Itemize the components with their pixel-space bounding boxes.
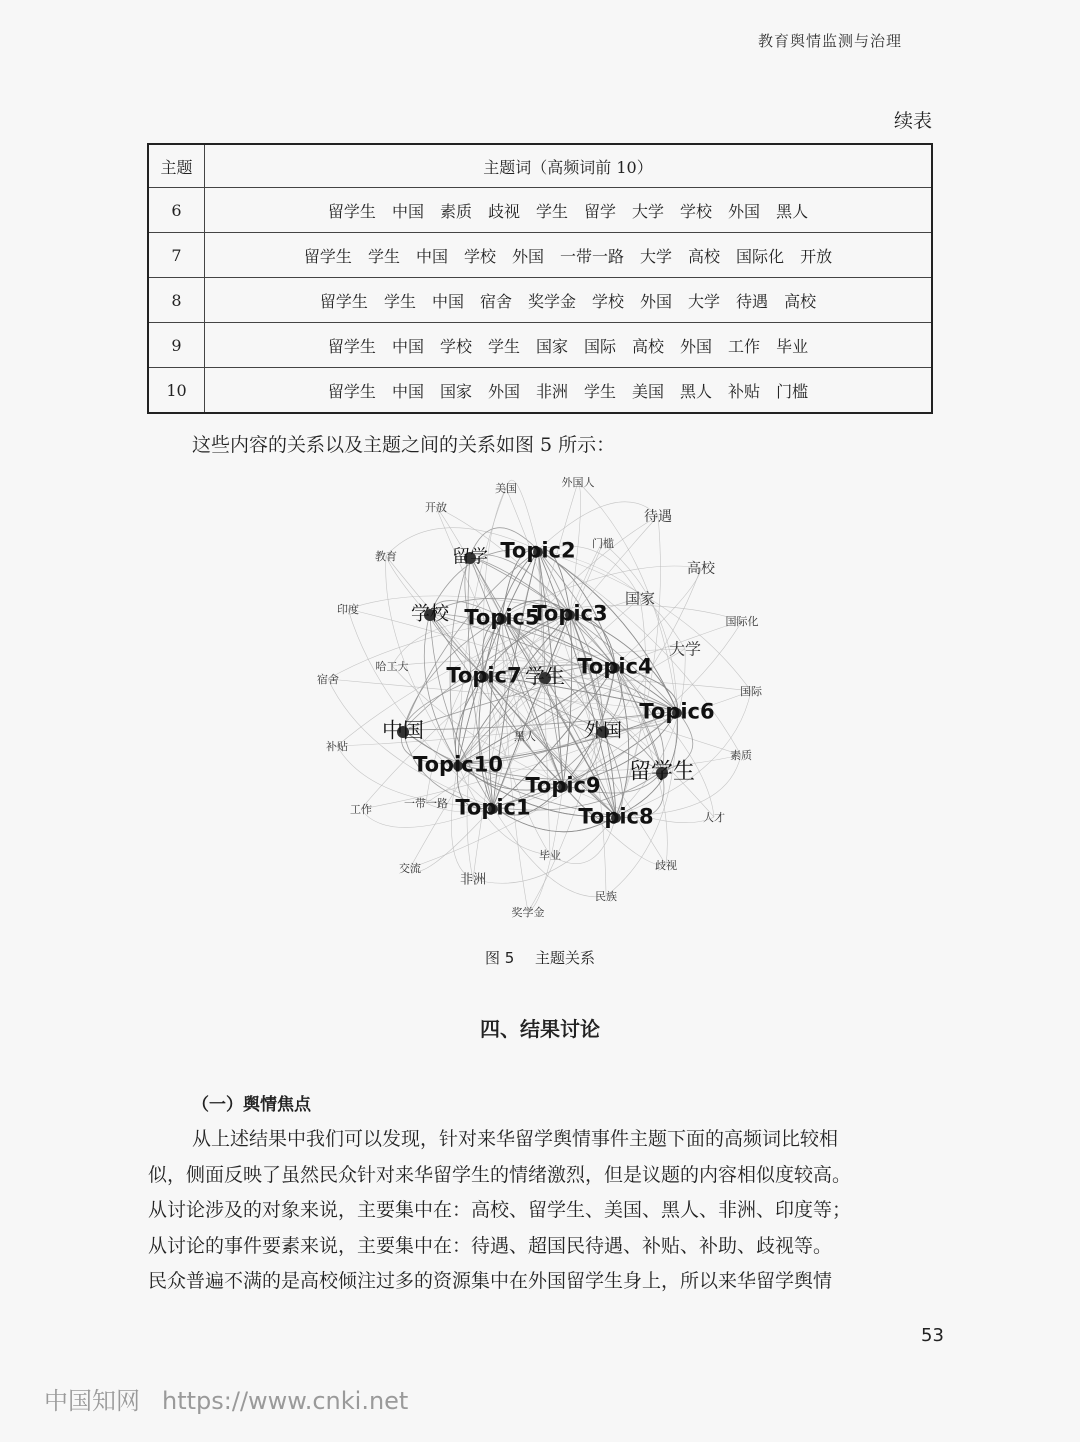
topic-number-cell: 7 xyxy=(148,233,205,278)
graph-node-label: Topic6 xyxy=(639,699,715,724)
graph-node-label: 中国 xyxy=(382,718,424,743)
graph-node-label: 留学 xyxy=(452,546,488,568)
graph-node-label: 待遇 xyxy=(644,508,672,525)
graph-node-label: 开放 xyxy=(425,500,447,514)
watermark-brand: 中国知网 xyxy=(44,1387,140,1415)
topic-word: 大学 xyxy=(632,201,665,221)
figure-caption-text: 主题关系 xyxy=(535,949,596,967)
body-line: 从上述结果中我们可以发现，针对来华留学舆情事件主题下面的高频词比较相 xyxy=(192,1128,839,1150)
graph-node-label: 人才 xyxy=(703,810,725,824)
graph-edge xyxy=(328,679,493,807)
graph-node-label: 一带一路 xyxy=(404,796,448,810)
table-header-words: 主题词（高频词前 10） xyxy=(205,144,933,188)
cnki-watermark xyxy=(44,1381,408,1416)
topic-word: 中国 xyxy=(391,336,424,356)
topic-word: 中国 xyxy=(391,201,424,221)
page-number: 53 xyxy=(921,1325,944,1346)
topic-word: 高校 xyxy=(632,336,665,356)
graph-node-label: Topic1 xyxy=(455,795,531,820)
body-paragraph xyxy=(148,1122,934,1300)
graph-node-label: 奖学金 xyxy=(511,905,545,919)
graph-node-label: 国际 xyxy=(740,684,762,698)
table-header-row xyxy=(148,144,932,188)
table-header-topic: 主题 xyxy=(148,144,205,188)
topic-word: 中国 xyxy=(391,381,424,401)
graph-node-label: 外国人 xyxy=(561,475,595,489)
topic-word: 学生 xyxy=(367,246,400,266)
graph-node-label: 留学生 xyxy=(628,759,696,785)
topic-word: 黑人 xyxy=(776,201,809,221)
topic-word: 中国 xyxy=(415,246,448,266)
graph-node-label: 素质 xyxy=(730,748,752,762)
body-line: 似，侧面反映了虽然民众针对来华留学生的情绪激烈，但是议题的内容相似度较高。 xyxy=(148,1163,852,1186)
graph-node-label: 教育 xyxy=(375,549,397,563)
topic-words-cell xyxy=(205,278,933,323)
graph-node-label: Topic2 xyxy=(500,538,576,563)
topic-word: 留学 xyxy=(584,201,617,221)
topic-word: 留学生 xyxy=(327,381,376,401)
topic-word: 补贴 xyxy=(728,381,761,401)
graph-node-label: 民族 xyxy=(595,889,617,903)
graph-node-label: 宿舍 xyxy=(317,672,339,686)
topic-word: 奖学金 xyxy=(527,291,576,311)
graph-node-label: 外国 xyxy=(583,719,623,742)
topic-table xyxy=(147,143,933,414)
topic-word: 外国 xyxy=(680,336,713,356)
topic-word: 工作 xyxy=(728,336,761,356)
topic-word: 国际 xyxy=(584,336,617,356)
graph-node-label: 毕业 xyxy=(539,848,561,862)
graph-node-label: 国家 xyxy=(624,589,656,608)
topic-network-graph xyxy=(300,462,780,932)
watermark-url: https://www.cnki.net xyxy=(162,1387,409,1415)
table-row xyxy=(148,188,932,233)
graph-edge xyxy=(538,550,741,755)
topic-word: 学生 xyxy=(383,291,416,311)
topic-words-cell xyxy=(205,323,933,368)
graph-node-label: 门槛 xyxy=(592,536,614,550)
topic-word: 学校 xyxy=(680,201,713,221)
graph-node-label: 歧视 xyxy=(655,858,677,872)
topic-word: 黑人 xyxy=(680,381,713,401)
topic-word: 门槛 xyxy=(776,381,809,401)
graph-node-label: 学校 xyxy=(410,602,450,625)
topic-word: 待遇 xyxy=(736,291,769,311)
topic-word: 学校 xyxy=(592,291,625,311)
topic-word: 学生 xyxy=(535,201,568,221)
graph-node-label: 学生 xyxy=(525,664,565,688)
intro-text: 这些内容的关系以及主题之间的关系如图 5 所示： xyxy=(192,434,616,456)
graph-node-label: 非洲 xyxy=(459,872,487,888)
topic-word: 留学生 xyxy=(303,246,352,266)
body-line: 从讨论涉及的对象来说，主要集中在：高校、留学生、美国、黑人、非洲、印度等； xyxy=(148,1199,852,1221)
topic-word: 国家 xyxy=(439,381,472,401)
topic-word: 歧视 xyxy=(487,201,520,221)
topic-word: 国家 xyxy=(535,336,568,356)
topic-word: 学生 xyxy=(584,381,617,401)
graph-node-label: Topic7 xyxy=(446,663,522,688)
continued-label: 续表 xyxy=(893,110,932,132)
graph-edge xyxy=(436,507,615,666)
topic-word: 留学生 xyxy=(327,201,376,221)
topic-word: 学校 xyxy=(463,246,496,266)
topic-words-cell xyxy=(205,233,933,278)
graph-node-label: Topic4 xyxy=(577,654,653,679)
graph-node-label: 工作 xyxy=(350,802,372,816)
topic-word: 开放 xyxy=(800,246,833,266)
topic-word: 国际化 xyxy=(736,246,785,266)
graph-node-label: Topic10 xyxy=(413,752,503,777)
topic-word: 中国 xyxy=(431,291,464,311)
topic-word: 外国 xyxy=(728,201,761,221)
figure-caption xyxy=(0,947,1080,968)
graph-node-label: Topic8 xyxy=(578,804,654,829)
graph-node-label: Topic3 xyxy=(532,601,608,626)
graph-edge xyxy=(502,617,528,912)
topic-number-cell: 6 xyxy=(148,188,205,233)
table-row xyxy=(148,233,932,278)
topic-word: 一带一路 xyxy=(560,246,625,266)
topic-word: 大学 xyxy=(688,291,721,311)
topic-number-cell: 8 xyxy=(148,278,205,323)
graph-node-label: 哈工大 xyxy=(375,659,409,673)
topic-word: 留学生 xyxy=(319,291,368,311)
section-title: 四、结果讨论 xyxy=(480,1017,600,1041)
topic-word: 素质 xyxy=(439,201,472,221)
table-row xyxy=(148,323,932,368)
topic-word: 美国 xyxy=(632,381,665,401)
subsection-title: （一）舆情焦点 xyxy=(192,1095,311,1115)
topic-words-cell xyxy=(205,368,933,414)
topic-word: 高校 xyxy=(784,291,817,311)
table-row xyxy=(148,368,932,414)
graph-node-label: 高校 xyxy=(687,560,715,577)
topic-word: 大学 xyxy=(640,246,673,266)
topic-word: 高校 xyxy=(688,246,721,266)
topic-word: 学校 xyxy=(439,336,472,356)
graph-node-label: 补贴 xyxy=(326,739,348,753)
body-line: 民众普遍不满的是高校倾注过多的资源集中在外国留学生身上，所以来华留学舆情 xyxy=(148,1270,833,1292)
topic-words-cell xyxy=(205,188,933,233)
topic-word: 学生 xyxy=(487,336,520,356)
graph-node-label: 印度 xyxy=(337,602,359,616)
topic-word: 外国 xyxy=(487,381,520,401)
topic-number-cell: 9 xyxy=(148,323,205,368)
graph-node-label: 美国 xyxy=(495,481,517,495)
graph-node-label: 大学 xyxy=(668,639,702,659)
graph-node-label: 黑人 xyxy=(514,729,536,743)
body-line: 从讨论的事件要素来说，主要集中在：待遇、超国民待遇、补贴、补助、歧视等。 xyxy=(148,1234,833,1257)
topic-word: 毕业 xyxy=(776,336,809,356)
running-head: 教育舆情监测与治理 xyxy=(757,32,902,50)
graph-node-label: Topic5 xyxy=(464,605,540,630)
topic-word: 非洲 xyxy=(535,381,568,401)
topic-word: 留学生 xyxy=(327,336,376,356)
graph-node-label: Topic9 xyxy=(525,773,601,798)
topic-number-cell: 10 xyxy=(148,368,205,414)
figure-label: 图 5 xyxy=(484,949,515,967)
table-row xyxy=(148,278,932,323)
topic-word: 宿舍 xyxy=(479,291,512,311)
graph-node-label: 交流 xyxy=(399,861,421,875)
topic-word: 外国 xyxy=(511,246,544,266)
topic-word: 外国 xyxy=(640,291,673,311)
graph-node-label: 国际化 xyxy=(725,614,759,628)
